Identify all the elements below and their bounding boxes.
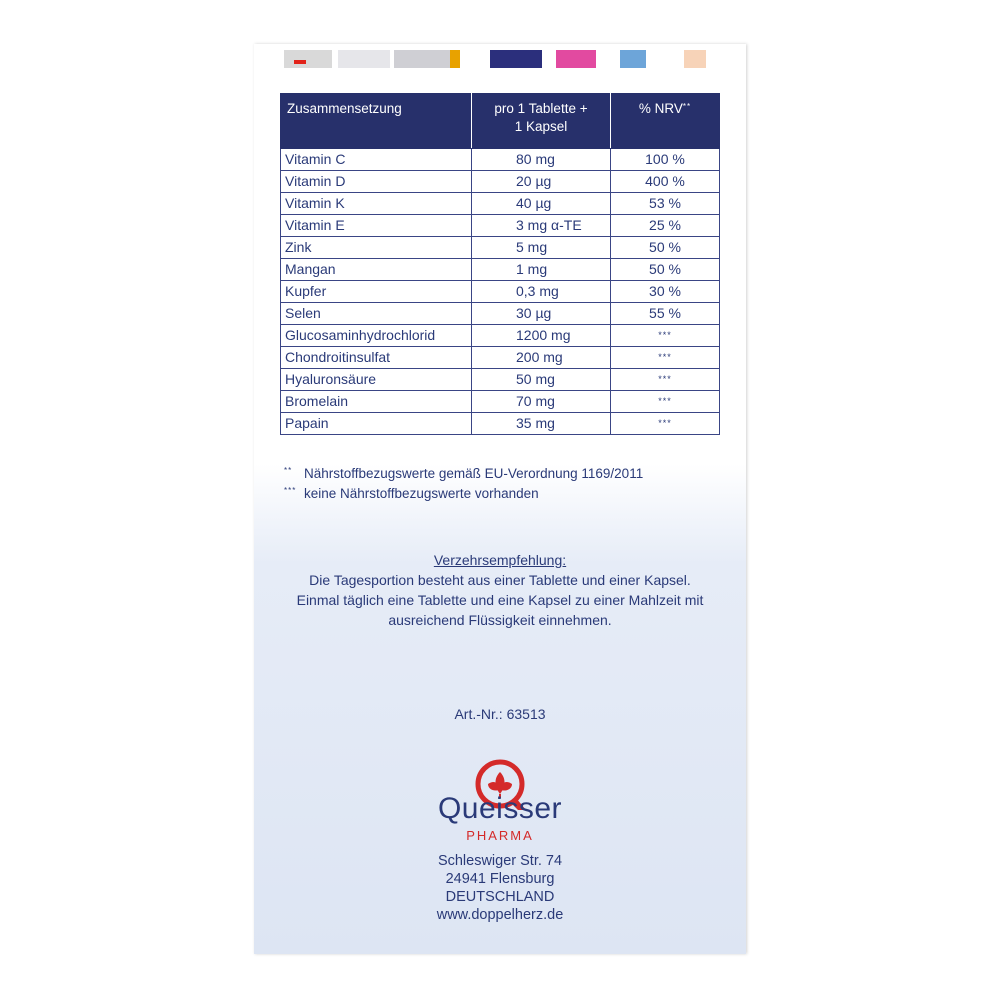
nutrient-nrv: 55 %	[611, 303, 720, 325]
nutrient-name: Chondroitinsulfat	[281, 347, 472, 369]
nutrient-name: Zink	[281, 237, 472, 259]
nutrient-name: Mangan	[281, 259, 472, 281]
nutrient-amount: 5 mg	[472, 237, 611, 259]
footnote-text: Nährstoffbezugswerte gemäß EU-Verordnung 1169/2011	[304, 466, 644, 481]
nutrient-nrv: 50 %	[611, 237, 720, 259]
recommendation-line: Die Tagesportion besteht aus einer Tablette und einer Kapsel.	[309, 572, 691, 588]
header-nrv-label: % NRV	[638, 101, 683, 116]
header-composition: Zusammensetzung	[281, 94, 472, 149]
color-swatch	[394, 50, 454, 68]
nutrient-amount: 0,3 mg	[472, 281, 611, 303]
nutrient-nrv: ***	[611, 391, 720, 413]
nutrient-nrv: ***	[611, 413, 720, 435]
top-color-strip	[254, 44, 746, 74]
recommendation-heading: Verzehrsempfehlung:	[433, 552, 567, 568]
nutrient-amount: 80 mg	[472, 149, 611, 171]
nutrient-name: Bromelain	[281, 391, 472, 413]
nutrient-amount: 35 mg	[472, 413, 611, 435]
address-street: Schleswiger Str. 74	[437, 853, 563, 869]
nutrient-nrv: ***	[611, 325, 720, 347]
table-row	[281, 391, 720, 413]
nutrient-amount: 50 mg	[472, 369, 611, 391]
header-nrv	[611, 94, 720, 149]
nutrient-amount: 3 mg α-TE	[472, 215, 611, 237]
nutrient-name: Selen	[281, 303, 472, 325]
color-swatch	[450, 50, 460, 68]
nutrient-name: Kupfer	[281, 281, 472, 303]
brand-name: Queisser	[437, 792, 563, 825]
table-row	[281, 215, 720, 237]
header-per-portion	[472, 94, 611, 149]
nutrient-nrv: ***	[611, 369, 720, 391]
recommendation	[254, 550, 746, 630]
table-row	[281, 193, 720, 215]
brand-subtitle: PHARMA	[466, 828, 534, 843]
table-row	[281, 259, 720, 281]
address-city: 24941 Flensburg	[445, 871, 555, 887]
nutrient-amount: 20 µg	[472, 171, 611, 193]
nutrient-nrv: 53 %	[611, 193, 720, 215]
nutrient-nrv: 25 %	[611, 215, 720, 237]
package-back	[254, 44, 746, 954]
table-row	[281, 303, 720, 325]
nutrient-name: Vitamin K	[281, 193, 472, 215]
nutrient-name: Vitamin C	[281, 149, 472, 171]
color-swatch	[338, 50, 390, 68]
nutrition-table	[280, 93, 720, 435]
color-swatch	[294, 60, 306, 64]
nutrient-amount: 30 µg	[472, 303, 611, 325]
nutrient-nrv: 100 %	[611, 149, 720, 171]
nutrient-name: Glucosaminhydrochlorid	[281, 325, 472, 347]
footnote-nrv	[284, 466, 643, 481]
table-row	[281, 325, 720, 347]
nutrient-nrv: 50 %	[611, 259, 720, 281]
nutrient-amount: 1200 mg	[472, 325, 611, 347]
table-row	[281, 281, 720, 303]
header-per-portion-line2: 1 Kapsel	[514, 119, 568, 134]
footnote-mark: ***	[284, 486, 297, 495]
nutrient-name: Vitamin E	[281, 215, 472, 237]
nutrient-amount: 1 mg	[472, 259, 611, 281]
table-row	[281, 149, 720, 171]
color-swatch	[620, 50, 646, 68]
nutrient-name: Hyaluronsäure	[281, 369, 472, 391]
footnote-text: keine Nährstoffbezugswerte vorhanden	[304, 486, 539, 501]
footnote-mark: **	[284, 466, 293, 475]
table-row	[281, 347, 720, 369]
table-row	[281, 369, 720, 391]
color-swatch	[684, 50, 706, 68]
article-number: Art.-Nr.: 63513	[454, 706, 546, 722]
address	[254, 852, 746, 924]
nutrient-amount: 70 mg	[472, 391, 611, 413]
nutrient-name: Vitamin D	[281, 171, 472, 193]
color-swatch	[284, 50, 332, 68]
table-row	[281, 171, 720, 193]
table-row	[281, 237, 720, 259]
nutrient-name: Papain	[281, 413, 472, 435]
nutrient-amount: 40 µg	[472, 193, 611, 215]
nutrient-amount: 200 mg	[472, 347, 611, 369]
table-row	[281, 413, 720, 435]
nutrient-nrv: ***	[611, 347, 720, 369]
nutrient-nrv: 30 %	[611, 281, 720, 303]
color-swatch	[556, 50, 596, 68]
address-website: www.doppelherz.de	[436, 907, 564, 923]
recommendation-line: ausreichend Flüssigkeit einnehmen.	[388, 612, 612, 628]
nutrient-nrv: 400 %	[611, 171, 720, 193]
recommendation-line: Einmal täglich eine Tablette und eine Kapsel zu einer Mahlzeit mit	[296, 592, 704, 608]
table-header-row	[281, 94, 720, 149]
header-per-portion-line1: pro 1 Tablette +	[494, 101, 588, 116]
footnote-no-nrv	[284, 486, 539, 501]
color-swatch	[490, 50, 542, 68]
table-body	[281, 149, 720, 435]
address-country: DEUTSCHLAND	[445, 889, 555, 905]
header-nrv-mark: **	[682, 102, 692, 111]
